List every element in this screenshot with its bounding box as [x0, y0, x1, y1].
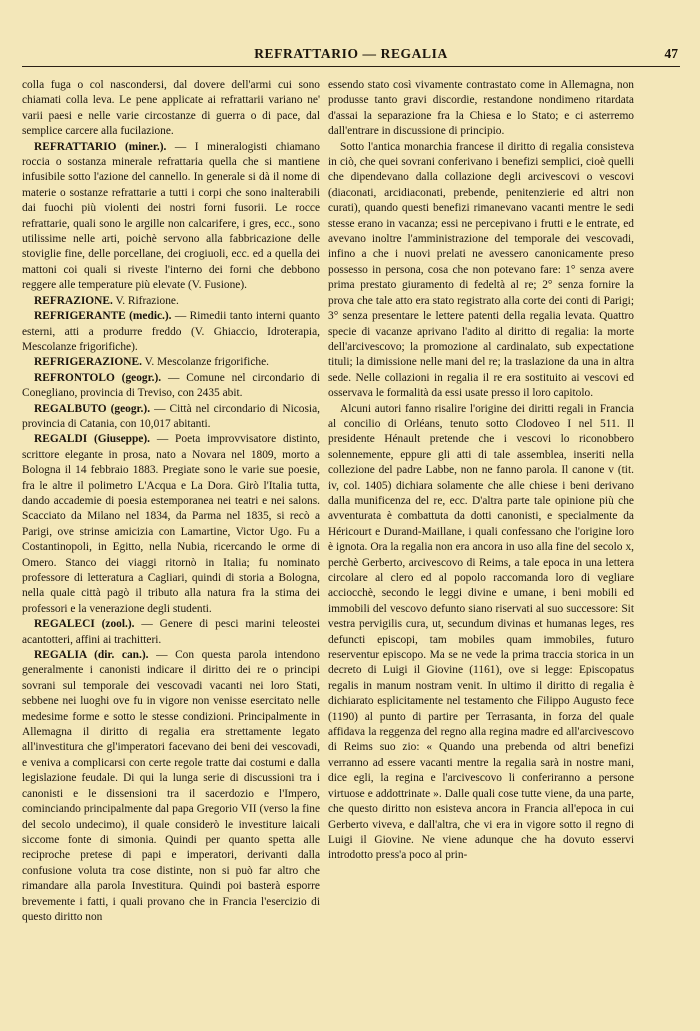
page-number: 47 — [664, 46, 678, 61]
paragraph: Sotto l'antica monarchia francese il diritto di regalia consisteva in ciò, che quei sovrani conferivano i benefizi semplici, cioè quelli che dipendevano dalla collazione degli arcivescovi o vescovi (diaconati, arcidiaconati, prebende, penitenzierie ed altri non curati), quando questi benefizi rimanevano vacanti mentre le sedi stesse erano in vacanza; essi ne percepivano i frutti e le entrate, ed avevano inoltre l'amministrazione del temporale dei vescovadi, infino a che i nuovi prelati ne avessero canonicamente preso possesso in persona, cosa che non potevano fare: 1° senza avere prima prestato giuramento di fedeltà al re; 2° senza fornire la prova che tale atto era stato registrato alla corte dei conti di Parigi; 3° senza presentare le lettere patenti della regalia levata. Quattro specie di vacanze aprivano l'adito al diritto di regalia: la morte dell'arcivescovo; la promozione al cardinalato, sub expectatione tituli; la dimissione nelle mani del re; la traslazione da una in altra sede. Nelle collazioni in regalia il re era sostituito ai vescovi ed osservava le formalità da essi usate presso il loro capitolo. — [328, 140, 634, 400]
running-header — [22, 46, 680, 67]
continued-text — [22, 78, 320, 140]
dictionary-entry — [22, 402, 320, 433]
dictionary-entry — [22, 140, 320, 294]
entry-headword: REFRONTOLO (geogr.). — [34, 371, 162, 384]
entry-headword: REFRIGERAZIONE. — [34, 356, 142, 369]
dictionary-entry — [22, 617, 320, 648]
entry-headword: REFRIGERANTE (medic.). — [34, 310, 172, 323]
entry-text: — Città nel circondario di Nicosia, provincia di Catania, con 10,017 abitanti. — [22, 402, 320, 430]
entry-text: — Poeta improvvisatore distinto, scrittore elegante in prosa, nato a Novara nel 1809, morto a Bologna il 14 febbraio 1883. Pregiate sono le varie sue poesie, fra le altre il polimetro L'Acqua e La Dora. Girò l'Italia tutta, dando accademie di poesia estemporanea nei teatri e nei salons. Scacciato da Milano nel 1834, da Parma nel 1835, si recò a Parigi, ove strinse amicizia con Lamartine, Victor Ugo. Fu a Costantinopoli, in Egitto, nella Nubia, ricercando le orme di Omero. Stanco dei viaggi ritornò in Italia; fu nominato professore di letteratura a Cagliari, quindi di storia a Bologna, nella quale città pagò il tributo alla natura fra la stima dei professori e la venerazione degli studenti. — [22, 433, 320, 615]
dictionary-entry — [22, 355, 320, 370]
left-column — [22, 78, 320, 925]
entry-text: V. Rifrazione. — [112, 294, 179, 307]
entry-headword: REGALBUTO (geogr.). — [34, 402, 151, 415]
entry-text: — Rimedii tanto interni quanto esterni, atti a produrre freddo (V. Ghiaccio, Idroterapia, Mescolanze frigorifiche). — [22, 310, 321, 353]
entry-text: V. Mescolanze frigorifiche. — [141, 356, 269, 369]
entry-headword: REFRATTARIO (miner.). — [34, 140, 167, 153]
entry-text: — Con questa parola intendono generalmente i canonisti indicare il diritto dei re o principi sovrani sul temporale dei vescovadi vacanti nei loro Stati, sebbene nei luoghi ove fu in vigore non venisse esercitato nelle medesime forme e sotto le stesse condizioni. Principalmente in Allemagna il diritto di regalia era strettamente legato all'investitura che gl'imperatori facevano dei beni dei vescovadi, e veniva a complicarsi con certe regole tratte dai costumi e dalla legislazione feudale. Di qui la lunga serie di discussioni tra i canonisti e le dissensioni tra il sacerdozio e l'Impero, cominciando principalmente dal papa Gregorio VII (verso la fine del secolo undecimo), il quale considerò le investiture laicali siccome fonte di simonia. Quindi per quanto spetta alle reciproche pretese di papi e imperatori, derivanti dalla confusione voluta tra cose distinte, non si può far altro che rimandare alla parola Investitura. Quindi poi basterà esporre brevemente i fatti, i quali provano che in Francia l'esercizio di questo diritto non — [22, 649, 321, 923]
dictionary-entry — [22, 371, 320, 402]
entry-headword: REGALECI (zool.). — [34, 618, 135, 631]
dictionary-entry — [22, 432, 320, 617]
entry-text: colla fuga o col nascondersi, dal dovere dell'armi cui sono chiamati colla leva. Le pene applicate ai refrattarii variano ne' varii paesi e nelle varie circostanze di guerra o di pace, dal semplice carcere alla fucilazione. — [22, 79, 320, 138]
paragraph: essendo stato così vivamente contrastato come in Allemagna, non produsse tanto gravi discordie, restandone nondimeno ritardata d'assai la separazione fra la Chiesa e lo Stato; e ci asterremo dall'entrare in discussione di principio. — [328, 79, 634, 138]
paragraph: Alcuni autori fanno risalire l'origine dei diritti regali in Francia al concilio di Orléans, tenuto sotto Clodoveo I nel 511. Il presidente Hénault pretende che i vescovi lo riconobbero solennemente, eppure gli atti di tale assemblea, inseriti nella collezione del padre Labbe, non ne fanno parola. Il canone v (tit. iv, col. 1405) dichiara solamente che alle chiese i beni derivano dalla munificenza del re, ecc. D'altra parte tale opinione più che avventurata è combattuta da dotti canonisti, e specialmente da Héricourt e Durand-Maillane, i quali confessano che l'origine loro è ignota. Ora la regalia non era ancora in uso alla fine del secolo x, perchè Gerberto, arcivescovo di Reims, a tale epoca in una lettera circolare al clero ed al popolo raccomanda loro di vegliare acciocchè, secondo le leggi divine e umane, i beni mobili ed immobili del vescovo defunto siano riservati al suo successore: Sit vestra pervigilis cura, ut, secundum divinas et humanas leges, res defuncti episcopi, tam mobiles quam immobiles, futuro reserventur episcopo. Ma se ne vede la prima traccia storica in un decreto di Luigi il Giovine (1161), ove si legge: Episcopatus regalis in manum nostram venit. In ultimo il diritto di regalia è dichiarato esplicitamente nel testamento che Filippo Augusto fece (1190) al punto di partire per Terrasanta, in forza del quale affidava la reggenza del regno alla regina madre ed all'arcivescovo di Reims suo zio: « Quando una prebenda od altri benefizi verranno ad essere vacanti mentre la regalia sarà in nostre mani, dice egli, la regina e l'arcivescovo li conferiranno a persone virtuose e addottrinate ». Dalle quali cose tutte viene, da una parte, che questo diritto non esisteva ancora in Francia all'epoca in cui Gerberto viveva, e dall'altra, che vi era in vigore sotto il regno di Luigi il Giovine. Ne viene adunque che ha dovuto esservi introdotto press'a poco al prin- — [328, 402, 634, 862]
entry-headword: REGALIA (dir. can.). — [34, 649, 149, 662]
entry-text: — Comune nel circondario di Conegliano, provincia di Treviso, con 2435 abit. — [22, 371, 320, 400]
entry-text: — Genere di pesci marini teleostei acantotteri, affini ai trachitteri. — [22, 618, 320, 646]
dictionary-entry — [22, 294, 320, 309]
entry-headword: REGALDI (Giuseppe). — [34, 433, 150, 446]
dictionary-entry — [22, 309, 320, 355]
right-column — [328, 78, 634, 864]
entry-text: — I mineralogisti chiamano roccia o sostanza minerale refrattaria quella che si mantiene infusibile sotto l'azione del cannello. In generale si dà il nome di materie o sostanze refrattarie a tutti i corpi che sono inalterabili dai fuochi più violenti dei nostri forni fusorii. Le rocce refrattarie, quali sono le argille non calcarifere, i gres, ecc., sono utilissime nelle arti, poichè servono alla fabbricazione delle stoviglie fine, delle porcellane, dei crogiuoli, ecc. ed a quella dei mattoni coi quali si riveste l'interno dei forni che debbono reggere alle temperature più elevate (V. Fusione). — [22, 140, 320, 292]
header-title: REFRATTARIO — REGALIA — [254, 46, 448, 61]
entry-headword: REFRAZIONE. — [34, 294, 113, 307]
dictionary-entry — [22, 648, 320, 925]
